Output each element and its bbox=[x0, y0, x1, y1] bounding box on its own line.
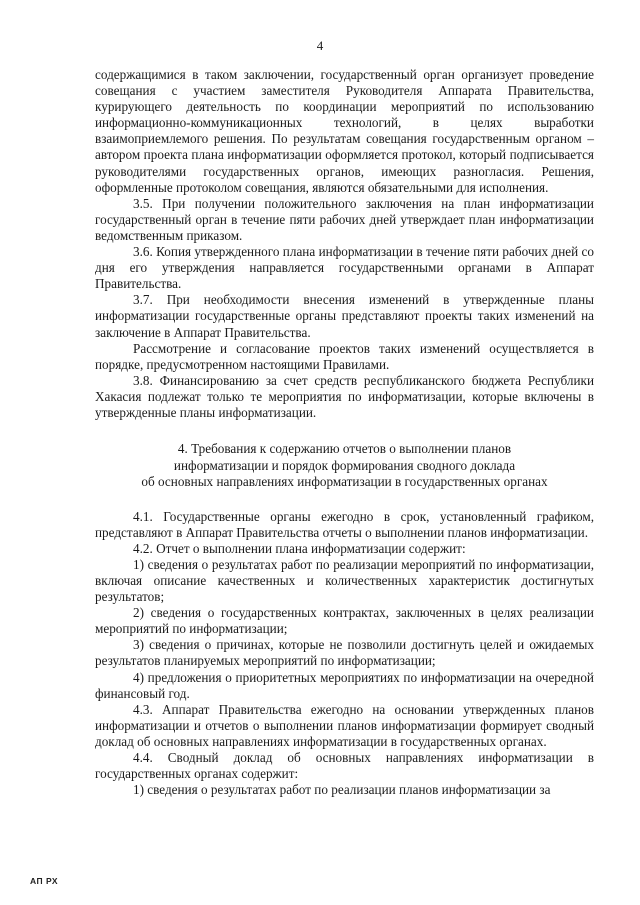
section-heading-line: об основных направлениях информатизации в государственных органах bbox=[141, 474, 548, 490]
section-heading-line: 4. Требования к содержанию отчетов о выполнении планов bbox=[177, 441, 512, 457]
paragraph-3-7: 3.7. При необходимости внесения изменений в утвержденные планы информатизации государственные органы представляют проекты таких изменений на заключение в Аппарат Правительства. bbox=[95, 292, 594, 340]
list-item-4-2-2: 2) сведения о государственных контрактах, заключенных в целях реализации мероприятий по информатизации; bbox=[95, 605, 594, 637]
paragraph-4-2: 4.2. Отчет о выполнении плана информатизации содержит: bbox=[133, 540, 466, 556]
document-body bbox=[95, 67, 594, 798]
paragraph-3-7-review: Рассмотрение и согласование проектов таких изменений осуществляется в порядке, предусмотренном настоящими Правилами. bbox=[95, 340, 594, 372]
paragraph-4-1: 4.1. Государственные органы ежегодно в срок, установленный графиком, представляют в Аппарат Правительства отчеты о выполнении планов информатизации. bbox=[95, 508, 594, 540]
section-4-heading bbox=[95, 441, 594, 491]
paragraph-3-5: 3.5. При получении положительного заключения на план информатизации государственный орган в течение пяти рабочих дней утверждает план информатизации ведомственным приказом. bbox=[95, 195, 594, 243]
list-item-4-2-3: 3) сведения о причинах, которые не позволили достигнуть целей и ожидаемых результатов планируемых мероприятий по информатизации; bbox=[95, 637, 594, 669]
paragraph-4-3: 4.3. Аппарат Правительства ежегодно на основании утвержденных планов информатизации и отчетов о выполнении планов информатизации формирует сводный доклад об основных направлениях информатизации в государственных органах. bbox=[95, 701, 594, 749]
list-item-4-2-4: 4) предложения о приоритетных мероприятиях по информатизации на очередной финансовый год. bbox=[95, 669, 594, 701]
section-heading-line: информатизации и порядок формирования сводного доклада bbox=[173, 457, 516, 473]
paragraph-3-8: 3.8. Финансированию за счет средств республиканского бюджета Республики Хакасия подлежат только те мероприятия по информатизации, которые включены в утвержденные планы информатизации. bbox=[95, 372, 594, 420]
page-number: 4 bbox=[316, 38, 324, 53]
list-item-4-2-1: 1) сведения о результатах работ по реализации мероприятий по информатизации, включая описание качественных и количественных характеристик достигнутых результатов; bbox=[95, 556, 594, 605]
paragraph-continuation: содержащимися в таком заключении, государственный орган организует проведение совещания с участием заместителя Руководителя Аппарата Правительства, курирующего деятельность по координации мероприятий по использованию информационно-коммуникационных технологий, в целях выработки взаимоприемлемого решения. По результатам совещания государственным органом – автором проекта плана информатизации оформляется протокол, который подписывается руководителями государственных органов, имеющих разногласия. Решения, оформленные протоколом совещания, являются обязательными для исполнения. bbox=[95, 67, 594, 195]
paragraph-3-6: 3.6. Копия утвержденного плана информатизации в течение пяти рабочих дней со дня его утверждения направляется государственными органами в Аппарат Правительства. bbox=[95, 244, 594, 292]
footer-stamp: АП РХ bbox=[30, 876, 59, 886]
paragraph-4-4: 4.4. Сводный доклад об основных направлениях информатизации в государственных органах содержит: bbox=[95, 749, 594, 782]
list-item-4-4-1: 1) сведения о результатах работ по реализации планов информатизации за bbox=[133, 782, 551, 798]
